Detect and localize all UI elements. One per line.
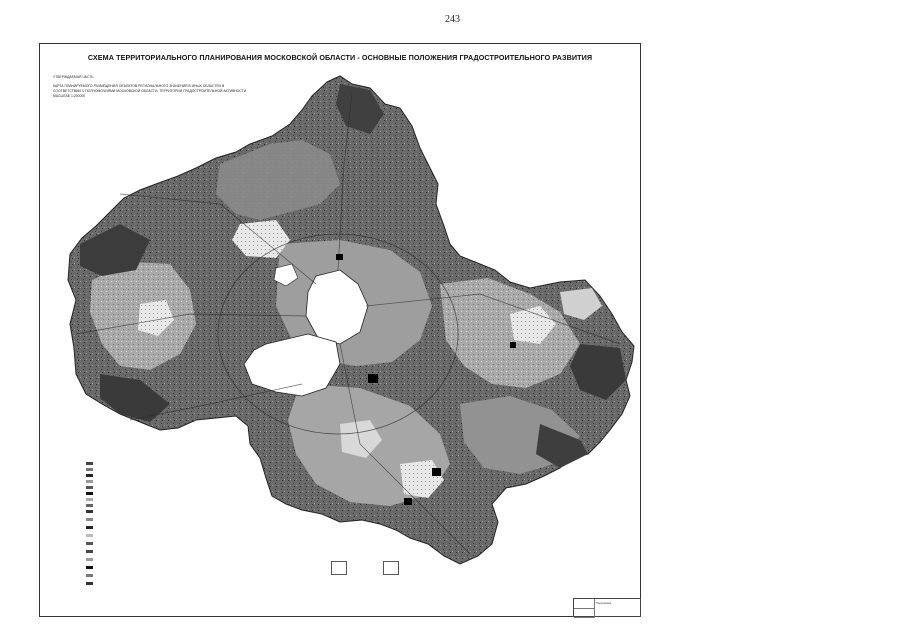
inset-box [383, 561, 399, 575]
map-sheet [39, 43, 641, 617]
inset-box [331, 561, 347, 575]
title-block-label: Приложение [596, 602, 612, 605]
legend-scale: МАСШТАБ 1:200000 [53, 94, 86, 98]
city-spot [368, 374, 378, 383]
legend-map-title: КАРТА ПЛАНИРУЕМОГО РАЗМЕЩЕНИЯ ОБЪЕКТОВ РЕГИОНАЛЬНОГО ЗНАЧЕНИЯ В ИНЫХ ОБЛАСТЯХ В СООТВЕТСТВИИ С ПОЛНОМОЧИЯМИ МОСКОВСКОЙ ОБЛАСТИ. ТЕРРИТОРИИ ГРАДОСТРОИТЕЛЬНОЙ АКТИВНОСТИ [53, 84, 247, 93]
city-spot [336, 254, 343, 260]
title-block [573, 598, 641, 617]
sheet-title: СХЕМА ТЕРРИТОРИАЛЬНОГО ПЛАНИРОВАНИЯ МОСКОВСКОЙ ОБЛАСТИ - ОСНОВНЫЕ ПОЛОЖЕНИЯ ГРАДОСТРОИТЕЛЬНОГО РАЗВИТИЯ [87, 53, 593, 62]
city-spot [510, 342, 516, 348]
legend [86, 462, 206, 592]
city-spot [432, 468, 441, 476]
page-number: 243 [445, 14, 460, 25]
city-spot [404, 498, 412, 505]
legend-part-label: УТВЕРЖДАЕМАЯ ЧАСТЬ [53, 75, 94, 79]
